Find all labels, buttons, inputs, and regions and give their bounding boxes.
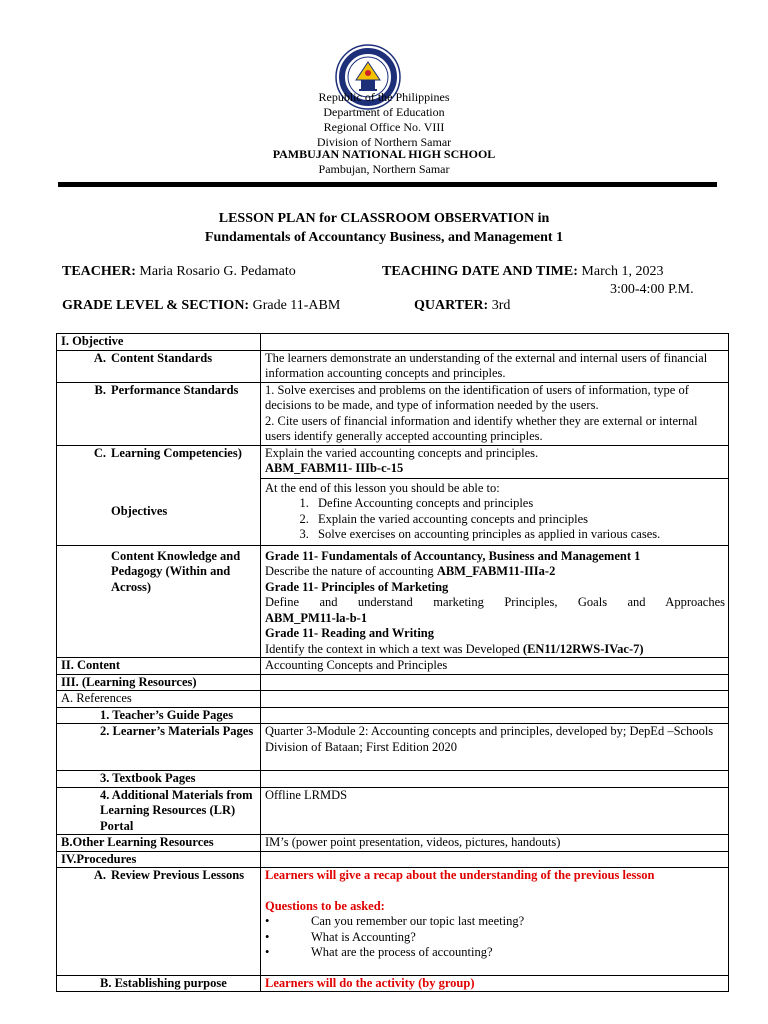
performance-standard-2: 2. Cite users of financial information and identify whether they are external or internal users identify generally accepted accounting principles.	[265, 413, 698, 443]
question-text: What are the process of accounting?	[311, 945, 493, 959]
review-letter: A.	[93, 868, 106, 882]
teachers-guide-label: 1. Teacher’s Guide Pages	[57, 707, 261, 724]
quarter-info	[414, 297, 510, 315]
table-row	[57, 868, 729, 976]
questions-list	[265, 914, 725, 961]
table-row	[57, 691, 729, 708]
table-row	[57, 478, 729, 545]
teaching-date-info	[382, 263, 663, 281]
list-item: 3. Solve exercises on accounting principles as applied in various cases.	[312, 527, 725, 543]
bullet: •	[265, 945, 270, 959]
header-division: Division of Northern Samar	[316, 135, 452, 149]
performance-standard-1: 1. Solve exercises and problems on the identification of users of information, type of decisions to be made, and type of information needed by the users.	[265, 382, 689, 412]
content-standards-text: The learners demonstrate an understanding of the external and internal users of financial information accounting concepts and principles.	[261, 350, 729, 382]
lesson-plan-subject: Fundamentals of Accountancy Business, and Management 1	[204, 230, 564, 245]
learners-materials-label: 2. Learner’s Materials Pages	[57, 724, 261, 771]
bullet: •	[265, 914, 270, 928]
header-divider	[58, 182, 717, 187]
table-row	[57, 445, 729, 478]
grade-section-info	[62, 297, 340, 315]
header-republic: Republic of the Philippines	[318, 90, 450, 104]
ckp-code-marketing: ABM_PM11-la-b-1	[265, 610, 368, 625]
header-school-name: PAMBUJAN NATIONAL HIGH SCHOOL	[272, 147, 496, 161]
bullet: •	[265, 929, 270, 944]
objectives-list	[265, 496, 725, 543]
ckp-heading-marketing: Grade 11- Principles of Marketing	[265, 579, 449, 594]
teaching-date-label: TEACHING DATE AND TIME:	[382, 264, 578, 279]
ckp-heading-reading: Grade 11- Reading and Writing	[265, 626, 435, 640]
table-row	[57, 771, 729, 788]
table-row	[57, 724, 729, 771]
objectives-label: Objectives	[111, 503, 168, 518]
establishing-purpose-text: Learners will do the activity (by group)	[261, 975, 729, 992]
table-row	[57, 674, 729, 691]
quarter-label: QUARTER:	[414, 298, 489, 313]
header-regional-office: Regional Office No. VIII	[323, 120, 445, 134]
objective-heading: I. Objective	[57, 334, 261, 351]
lesson-plan-title: LESSON PLAN for CLASSROOM OBSERVATION in	[218, 211, 550, 226]
learners-materials-value: Quarter 3-Module 2: Accounting concepts and principles, developed by; DepEd –Schools Division of Bataan; First Edition 2020	[261, 724, 729, 771]
ckp-code-fabm: ABM_FABM11-IIIa-2	[436, 564, 556, 578]
performance-standards-label: Performance Standards	[111, 382, 239, 397]
establishing-purpose-label: B. Establishing purpose	[57, 975, 261, 992]
additional-materials-label: 4. Additional Materials from Learning Resources (LR) Portal	[57, 787, 261, 835]
table-row	[57, 787, 729, 835]
question-text: What is Accounting?	[311, 929, 416, 944]
content-standards-letter: A.	[93, 350, 106, 365]
competencies-letter: C.	[93, 445, 106, 460]
performance-standards-letter: B.	[94, 382, 106, 397]
content-value: Accounting Concepts and Principles	[261, 658, 729, 675]
objectives-intro: At the end of this lesson you should be able to:	[265, 480, 500, 495]
teacher-label: TEACHER:	[62, 264, 136, 279]
competencies-text: Explain the varied accounting concepts and principles.	[265, 445, 539, 460]
questions-label: Questions to be asked:	[265, 898, 385, 913]
review-instruction: Learners will give a recap about the understanding of the previous lesson	[265, 868, 655, 882]
list-item	[265, 945, 725, 961]
header-school-location: Pambujan, Northern Samar	[318, 162, 450, 176]
ckp-text-marketing: Define and understand marketing Principles, Goals and Approaches	[265, 595, 725, 609]
teacher-value: Maria Rosario G. Pedamato	[139, 264, 296, 279]
list-item: 1. Define Accounting concepts and principles	[312, 496, 725, 512]
table-row	[57, 835, 729, 852]
lesson-plan-table	[56, 333, 729, 992]
teaching-date-value: March 1, 2023	[581, 264, 664, 279]
grade-section-value: Grade 11-ABM	[252, 298, 341, 313]
table-row	[57, 382, 729, 445]
teacher-info	[62, 263, 296, 281]
list-item	[265, 914, 725, 930]
table-row	[57, 975, 729, 992]
learning-resources-heading: III. (Learning Resources)	[57, 674, 261, 691]
teaching-time-value: 3:00-4:00 P.M.	[610, 282, 694, 297]
textbook-pages-label: 3. Textbook Pages	[57, 771, 261, 788]
ckp-heading-fabm: Grade 11- Fundamentals of Accountancy, Business and Management 1	[265, 548, 641, 563]
table-row	[57, 334, 729, 351]
ckp-text-reading: Identify the context in which a text was Developed	[265, 641, 523, 656]
table-row	[57, 658, 729, 675]
content-heading: II. Content	[57, 658, 261, 675]
question-text: Can you remember our topic last meeting?	[311, 914, 525, 928]
ckp-code-reading: (EN11/12RWS-IVac-7)	[522, 641, 644, 656]
additional-materials-value: Offline LRMDS	[261, 787, 729, 835]
other-resources-label: B.Other Learning Resources	[57, 835, 261, 852]
table-row	[57, 851, 729, 868]
competencies-label: Learning Competencies)	[111, 445, 242, 460]
quarter-value: 3rd	[491, 298, 511, 313]
other-resources-value: IM’s (power point presentation, videos, pictures, handouts)	[261, 835, 729, 852]
procedures-heading: IV.Procedures	[57, 851, 261, 868]
header-department: Department of Education	[323, 105, 445, 119]
table-row	[57, 350, 729, 382]
table-row	[57, 707, 729, 724]
list-item: 2. Explain the varied accounting concepts and principles	[312, 512, 725, 528]
review-label: Review Previous Lessons	[111, 868, 245, 882]
content-standards-label: Content Standards	[111, 350, 213, 365]
references-heading: A. References	[57, 691, 261, 708]
grade-section-label: GRADE LEVEL & SECTION:	[62, 298, 250, 313]
content-knowledge-label: Content Knowledge and Pedagogy (Within and Across)	[111, 548, 241, 594]
competencies-code: ABM_FABM11- IIIb-c-15	[265, 461, 404, 475]
list-item	[265, 930, 725, 946]
ckp-text-fabm: Describe the nature of accounting	[265, 564, 437, 578]
table-row	[57, 545, 729, 658]
